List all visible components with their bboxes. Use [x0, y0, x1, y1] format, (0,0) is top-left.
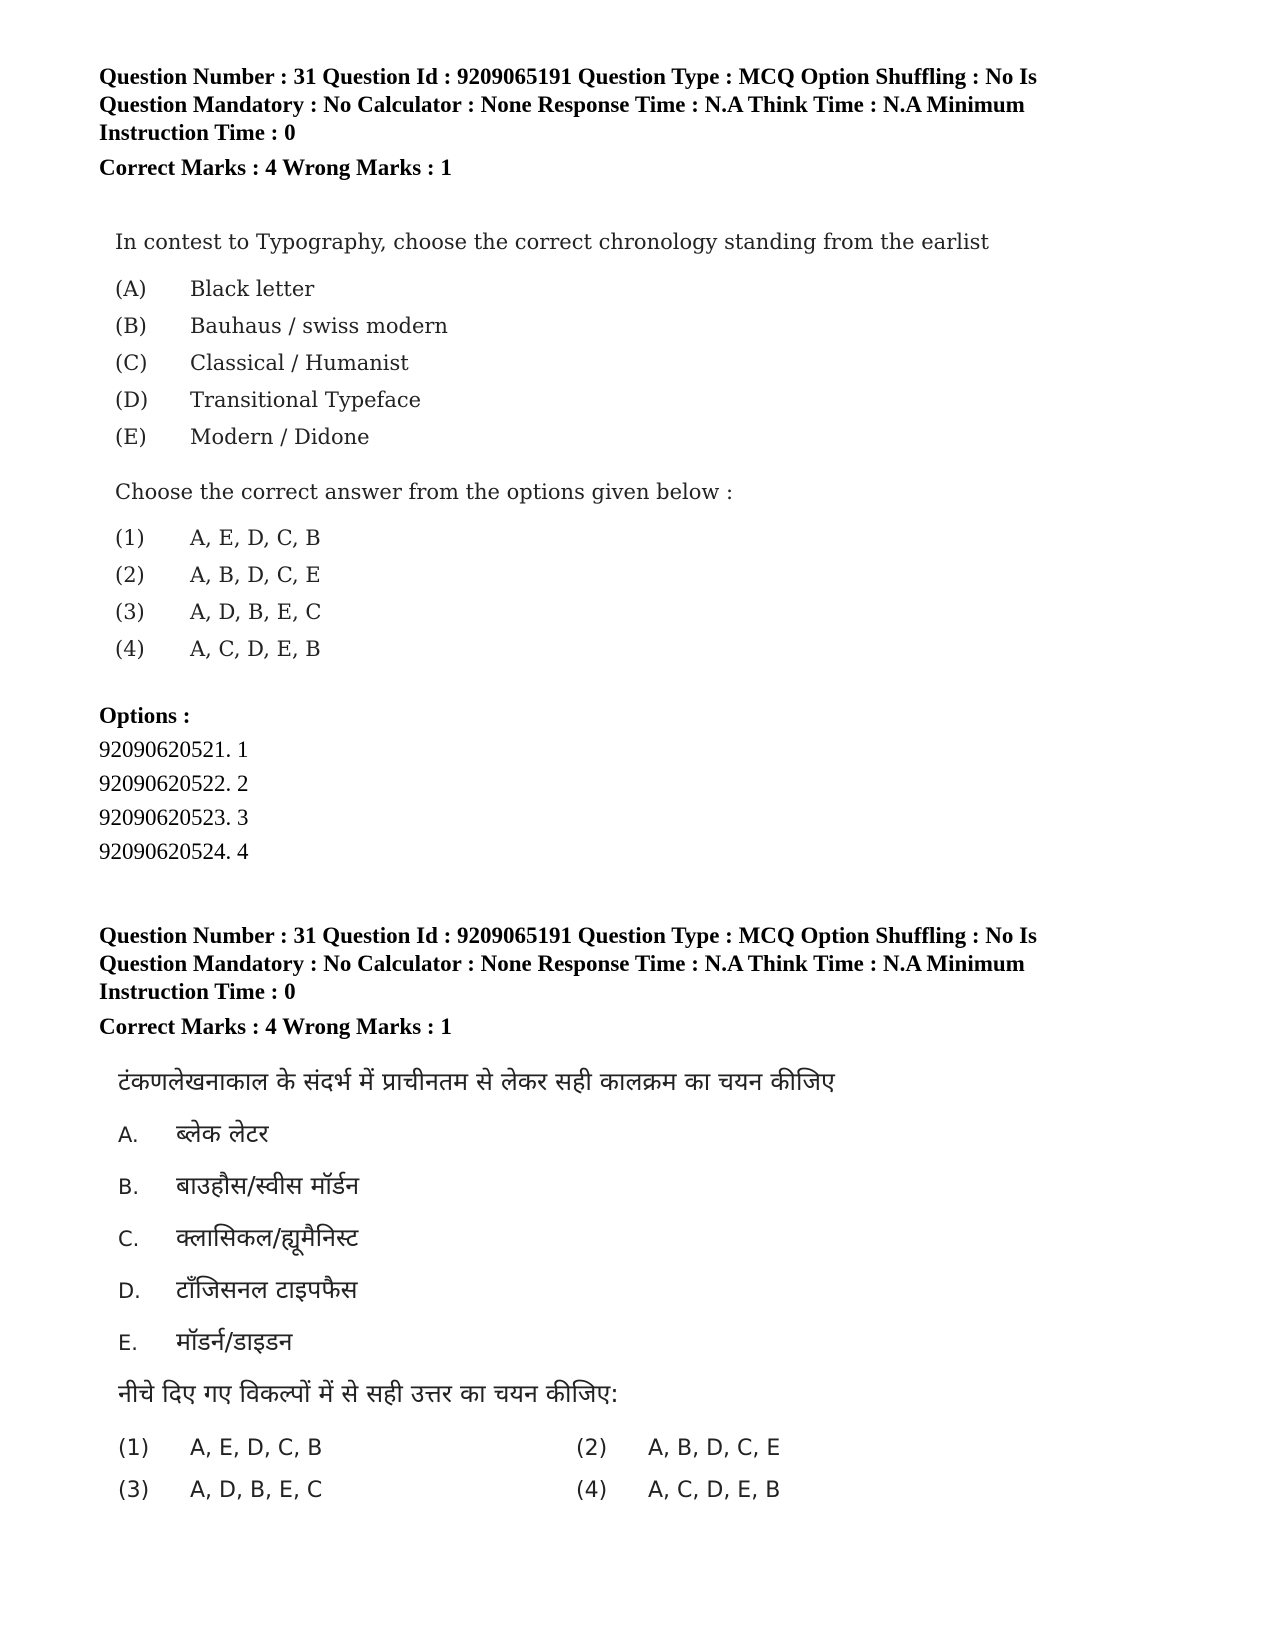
meta-line: Question Number : 31 Question Id : 9209065191 Question Type : MCQ Option Shuffling : No Is — [99, 64, 1038, 89]
list-item — [118, 1168, 359, 1202]
list-item — [118, 1324, 292, 1358]
item-label: E. — [118, 1331, 138, 1355]
marks-line: Correct Marks : 4 Wrong Marks : 1 — [99, 155, 452, 180]
item-text: Bauhaus / swiss modern — [190, 314, 448, 338]
choice-text: A, C, D, E, B — [648, 1478, 781, 1503]
option-item: 92090620523. 3 — [99, 805, 249, 830]
item-text: बाउहौस/स्वीस मॉर्डन — [176, 1171, 360, 1200]
question-stem: टंकणलेखनाकाल के संदर्भ में प्राचीनतम से लेकर सही कालक्रम का चयन कीजिए — [118, 1067, 835, 1096]
item-label: B. — [118, 1175, 140, 1199]
list-item — [118, 1272, 358, 1306]
item-label: A. — [118, 1123, 139, 1147]
marks-line: Correct Marks : 4 Wrong Marks : 1 — [99, 1014, 452, 1039]
choice-label: (1) — [118, 1436, 150, 1461]
answer-choice — [115, 637, 321, 661]
answer-instruction: नीचे दिए गए विकल्पों में से सही उत्तर का चयन कीजिए: — [118, 1379, 619, 1408]
item-text: Transitional Typeface — [190, 388, 422, 412]
item-text: टॉंजिसनल टाइपफैस — [176, 1275, 358, 1304]
list-item — [115, 425, 370, 449]
question-stem: In contest to Typography, choose the correct chronology standing from the earlist — [115, 230, 989, 254]
meta-line: Instruction Time : 0 — [99, 979, 296, 1004]
meta-line: Question Number : 31 Question Id : 9209065191 Question Type : MCQ Option Shuffling : No Is — [99, 923, 1038, 948]
choice-label: (3) — [115, 600, 145, 624]
answer-choice — [115, 526, 321, 550]
meta-line: Instruction Time : 0 — [99, 120, 296, 145]
choice-label: (1) — [115, 526, 145, 550]
meta-line: Question Mandatory : No Calculator : None Response Time : N.A Think Time : N.A Minimum — [99, 951, 1025, 976]
choice-label: (3) — [118, 1478, 150, 1503]
choice-label: (2) — [576, 1436, 608, 1461]
item-label: (B) — [115, 314, 147, 338]
choice-label: (4) — [115, 637, 145, 661]
answer-choice-row — [118, 1436, 780, 1461]
item-label: (A) — [115, 277, 147, 301]
answer-choice — [115, 563, 321, 587]
list-item — [115, 277, 314, 301]
item-label: (E) — [115, 425, 147, 449]
answer-choice-row — [118, 1478, 780, 1503]
list-item — [115, 388, 421, 412]
item-text: Black letter — [190, 277, 315, 301]
item-label: (C) — [115, 351, 148, 375]
choice-label: (2) — [115, 563, 145, 587]
options-heading: Options : — [99, 703, 191, 728]
item-text: Classical / Humanist — [190, 351, 409, 375]
item-text: क्लासिकल/ह्यूमैनिस्ट — [176, 1223, 359, 1252]
item-text: ब्लेक लेटर — [176, 1119, 269, 1148]
option-item: 92090620521. 1 — [99, 737, 249, 762]
list-item — [115, 314, 448, 338]
answer-choice — [576, 1478, 780, 1503]
list-item — [115, 351, 409, 375]
answer-instruction: Choose the correct answer from the options given below : — [115, 480, 734, 504]
choice-text: A, E, D, C, B — [190, 1436, 323, 1461]
option-item: 92090620522. 2 — [99, 771, 249, 796]
choice-text: A, C, D, E, B — [190, 637, 321, 661]
choice-text: A, E, D, C, B — [190, 526, 321, 550]
question-meta — [99, 922, 1179, 1006]
item-label: C. — [118, 1227, 140, 1251]
answer-choice — [118, 1478, 576, 1503]
choice-text: A, D, B, E, C — [190, 600, 322, 624]
option-item: 92090620524. 4 — [99, 839, 249, 864]
list-item — [118, 1220, 358, 1254]
choice-text: A, D, B, E, C — [190, 1478, 323, 1503]
list-item — [118, 1116, 269, 1150]
choice-text: A, B, D, C, E — [648, 1436, 781, 1461]
choice-text: A, B, D, C, E — [190, 563, 321, 587]
item-text: मॉडर्न/डाइडन — [176, 1327, 293, 1356]
item-label: (D) — [115, 388, 149, 412]
question-meta — [99, 63, 1179, 147]
answer-choice — [576, 1436, 780, 1461]
answer-choice — [118, 1436, 576, 1461]
item-label: D. — [118, 1279, 141, 1303]
item-text: Modern / Didone — [190, 425, 370, 449]
meta-line: Question Mandatory : No Calculator : None Response Time : N.A Think Time : N.A Minimum — [99, 92, 1025, 117]
answer-choice — [115, 600, 322, 624]
choice-label: (4) — [576, 1478, 608, 1503]
